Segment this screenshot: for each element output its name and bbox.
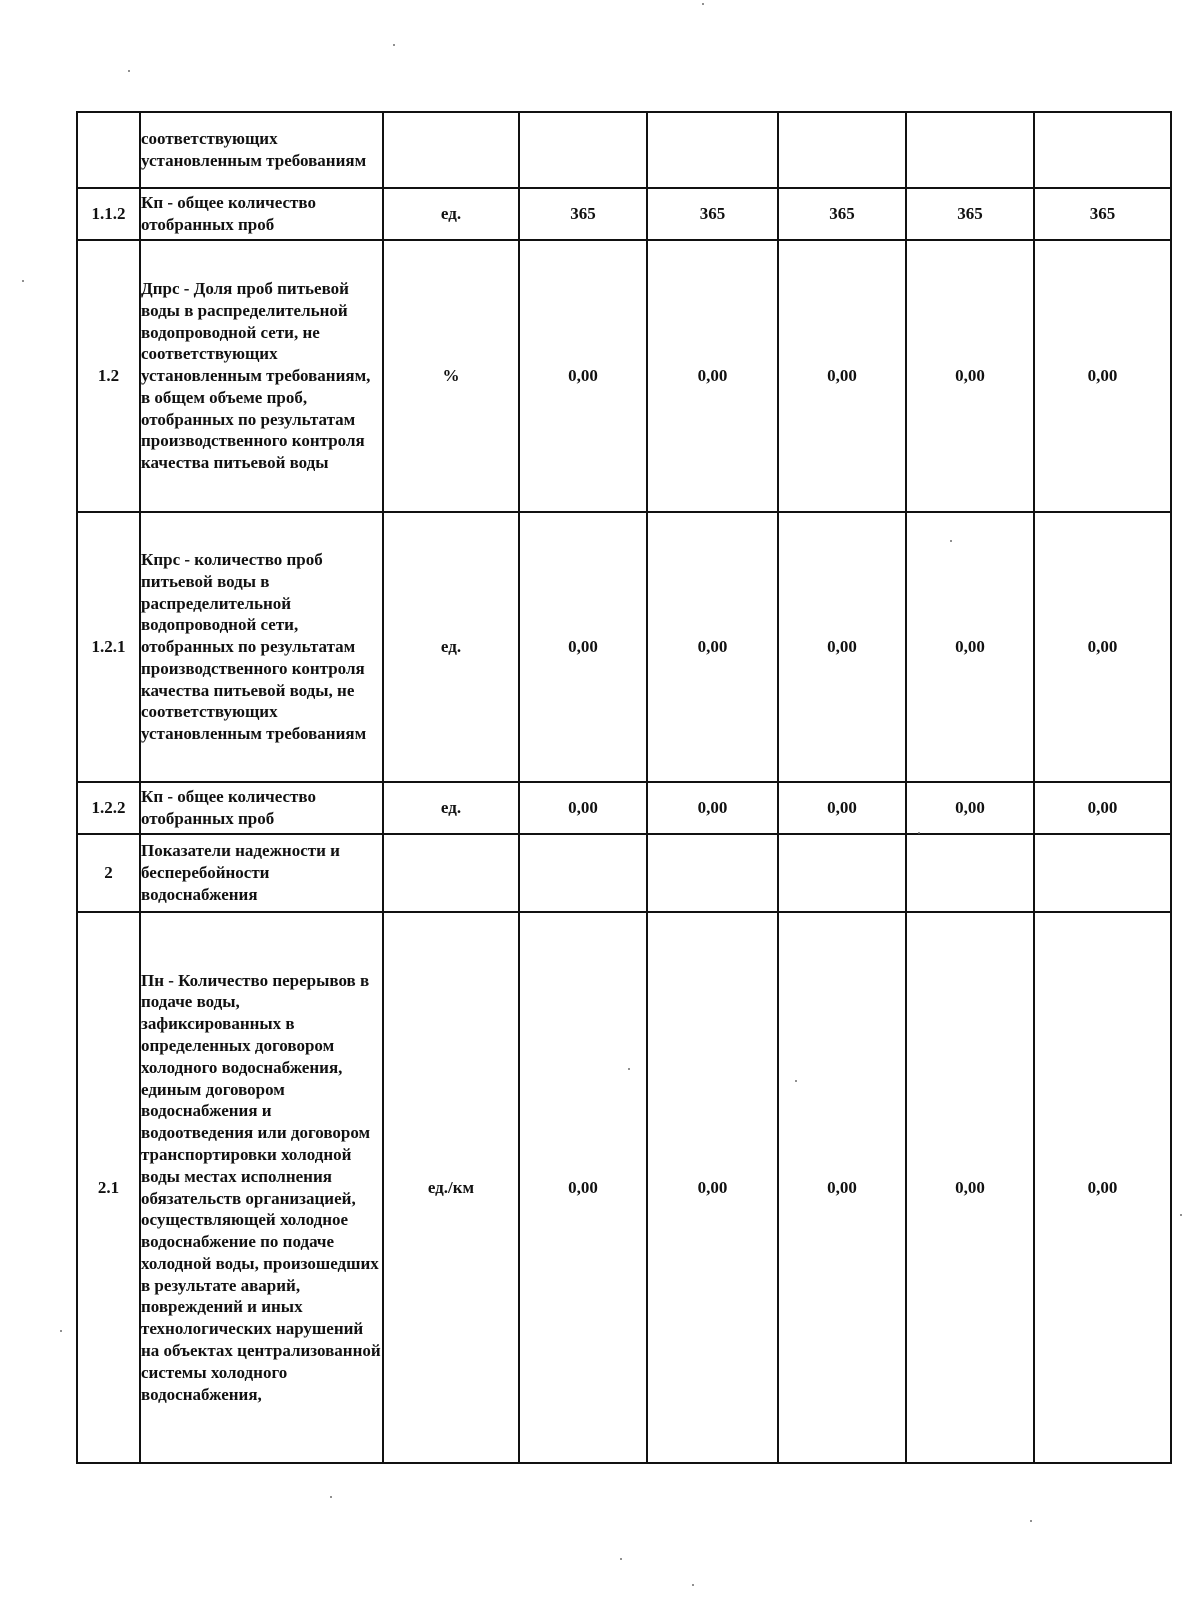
indicator-description: Дпрс - Доля проб питьевой воды в распределительной водопроводной сети, не соответствующих установленным требованиям, в общем объеме проб, отобранных по результатам производственного контроля качества питьевой воды — [140, 240, 383, 512]
value-cell — [906, 112, 1034, 188]
table-row — [77, 188, 1171, 240]
row-number: 1.2.2 — [77, 782, 140, 834]
indicator-description: Кп - общее количество отобранных проб — [140, 782, 383, 834]
value-cell: 0,00 — [1034, 240, 1171, 512]
table-row — [77, 782, 1171, 834]
section-number: 2 — [77, 834, 140, 912]
scan-speck — [60, 1330, 62, 1332]
water-supply-indicators-table — [76, 111, 1172, 1464]
value-cell: 365 — [1034, 188, 1171, 240]
table-row — [77, 912, 1171, 1463]
unit-cell — [383, 112, 519, 188]
unit-cell: ед. — [383, 782, 519, 834]
value-cell: 0,00 — [778, 782, 906, 834]
scan-speck — [628, 1068, 630, 1070]
unit-cell: % — [383, 240, 519, 512]
value-cell: 0,00 — [778, 512, 906, 782]
scan-speck — [22, 280, 24, 282]
value-cell: 0,00 — [1034, 782, 1171, 834]
value-cell: 0,00 — [778, 240, 906, 512]
value-cell — [778, 112, 906, 188]
indicator-description: Кпрс - количество проб питьевой воды в распределительной водопроводной сети, отобранных по результатам производственного контроля качества питьевой воды, не соответствующих установленным требованиям — [140, 512, 383, 782]
unit-cell: ед./км — [383, 912, 519, 1463]
row-number — [77, 112, 140, 188]
scan-speck — [918, 832, 920, 834]
scan-speck — [128, 70, 130, 72]
value-cell: 0,00 — [778, 912, 906, 1463]
value-cell: 365 — [906, 188, 1034, 240]
indicator-description: соответствующих установленным требованиям — [140, 112, 383, 188]
value-cell: 0,00 — [647, 512, 778, 782]
scan-speck — [950, 540, 952, 542]
value-cell — [1034, 834, 1171, 912]
scan-speck — [1030, 1520, 1032, 1522]
value-cell: 365 — [647, 188, 778, 240]
unit-cell: ед. — [383, 512, 519, 782]
row-number: 1.1.2 — [77, 188, 140, 240]
row-number: 2.1 — [77, 912, 140, 1463]
indicator-description: Кп - общее количество отобранных проб — [140, 188, 383, 240]
value-cell: 0,00 — [906, 912, 1034, 1463]
unit-cell: ед. — [383, 188, 519, 240]
table-row — [77, 512, 1171, 782]
table-row — [77, 834, 1171, 912]
scan-speck — [795, 1080, 797, 1082]
scan-speck — [330, 1496, 332, 1498]
scan-speck — [620, 1558, 622, 1560]
value-cell — [1034, 112, 1171, 188]
value-cell: 0,00 — [647, 782, 778, 834]
scan-speck — [1180, 1214, 1182, 1216]
value-cell: 0,00 — [519, 512, 647, 782]
value-cell: 0,00 — [519, 912, 647, 1463]
table-row — [77, 240, 1171, 512]
scan-speck — [393, 44, 395, 46]
value-cell: 0,00 — [647, 912, 778, 1463]
value-cell: 0,00 — [906, 240, 1034, 512]
value-cell — [647, 112, 778, 188]
value-cell: 0,00 — [1034, 512, 1171, 782]
value-cell: 0,00 — [647, 240, 778, 512]
value-cell — [778, 834, 906, 912]
value-cell — [519, 834, 647, 912]
scan-speck — [692, 1584, 694, 1586]
table-row — [77, 112, 1171, 188]
scan-speck — [702, 3, 704, 5]
value-cell — [519, 112, 647, 188]
value-cell: 0,00 — [1034, 912, 1171, 1463]
row-number: 1.2.1 — [77, 512, 140, 782]
indicator-description: Пн - Количество перерывов в подаче воды, зафиксированных в определенных договором холодного водоснабжения, единым договором водоснабжения и водоотведения или договором транспортировки холодной воды местах исполнения обязательств организацией, осуществляющей холодное водоснабжение по подаче холодной воды, произошедших в результате аварий, повреждений и иных технологических нарушений на объектах централизованной системы холодного водоснабжения, — [140, 912, 383, 1463]
value-cell: 0,00 — [906, 512, 1034, 782]
row-number: 1.2 — [77, 240, 140, 512]
unit-cell — [383, 834, 519, 912]
value-cell: 0,00 — [519, 240, 647, 512]
value-cell — [906, 834, 1034, 912]
value-cell — [647, 834, 778, 912]
value-cell: 0,00 — [519, 782, 647, 834]
value-cell: 0,00 — [906, 782, 1034, 834]
value-cell: 365 — [519, 188, 647, 240]
section-title: Показатели надежности и бесперебойности водоснабжения — [140, 834, 383, 912]
value-cell: 365 — [778, 188, 906, 240]
